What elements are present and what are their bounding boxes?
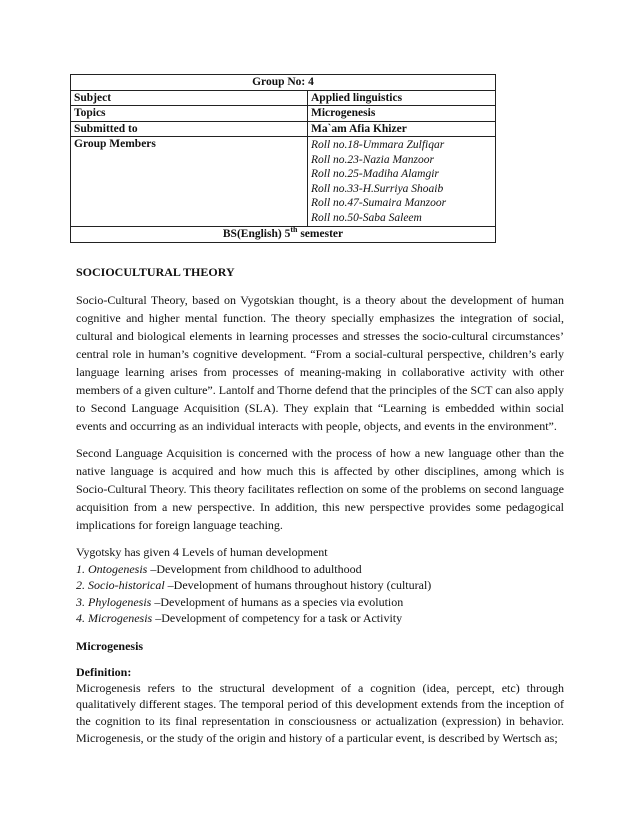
list-item [76,594,564,611]
level-term: 3. Phylogenesis [76,594,152,609]
level-desc: –Development of humans throughout history (cultural) [164,578,432,592]
member-item: Roll no.47-Sumaira Manzoor [311,197,447,209]
sociocultural-heading: SOCIOCULTURAL THEORY [76,265,235,279]
table-row [71,106,496,122]
semester-prefix: BS(English) 5 [222,228,291,240]
group-info-table [70,74,496,243]
group-title: Group No: 4 [71,75,496,91]
semester-sup: th [290,225,298,235]
submitted-to-label: Submitted to [71,121,308,137]
semester-suffix: semester [297,228,344,240]
member-item: Roll no.23-Nazia Manzoor [311,153,434,166]
level-term: 1. Ontogenesis [76,561,148,576]
levels-list [76,544,564,627]
level-desc: –Development of humans as a species via evolution [151,594,404,609]
subject-value: Applied linguistics [308,90,496,106]
document-body [76,263,564,747]
member-item: Roll no.25-Madiha Alamgir [311,168,439,180]
list-item [76,610,564,627]
group-members-list [308,137,496,227]
member-item: Roll no.33-H.Surriya Shoaib [311,182,444,195]
list-item [76,561,564,578]
table-row [71,137,496,227]
level-desc: –Development from childhood to adulthood [147,561,362,576]
topics-label: Topics [71,106,308,122]
group-members-label: Group Members [71,137,308,227]
semester-footer [71,227,496,243]
list-item [76,577,564,594]
topics-value: Microgenesis [308,106,496,122]
level-term: 2. Socio-historical [76,578,165,592]
sociocultural-paragraph-1: Socio-Cultural Theory, based on Vygotskian thought, is a theory about the development of human cognitive and higher mental function. The theory specially emphasizes the integration of social, cultural and biological elements in learning processes and stresses the socio-cultural circumstances’ central role in human’s cognitive development. “From a social-cultural perspective, children’s early language learning arises from processes of meaning-making in collaborative activity with other members of a given culture”. Lantolf and Thorne defend that the principles of the SCT can also apply to Second Language Acquisition (SLA). They explain that “Learning is embedded within social events and occurring as an individual interacts with people, objects, and events in the environment”. [76,293,564,433]
levels-intro: Vygotsky has given 4 Levels of human development [76,545,328,559]
microgenesis-heading: Microgenesis [76,638,144,653]
level-desc: –Development of competency for a task or Activity [152,611,403,625]
table-row [71,121,496,137]
definition-heading: Definition: [76,664,132,679]
sociocultural-paragraph-2: Second Language Acquisition is concerned with the process of how a new language other than the native language is acquired and how much this is affected by other disciplines, among which is Socio-Cultural Theory. This theory facilitates reflection on some of the problems on second language acquisition from a new perspective. In addition, this new perspective provides some pedagogical implications for foreign language teaching. [76,446,564,532]
table-row [71,90,496,106]
member-item: Roll no.18-Ummara Zulfiqar [311,139,445,151]
definition-paragraph: Microgenesis refers to the structural development of a cognition (idea, percept, etc) through qualitatively different stages. The temporal period of this development extends from the inception of the cognition to its final representation in consciousness or actualization (expression) in behavior. Microgenesis, or the study of the origin and history of a particular event, is described by Wertsch as; [76,680,564,745]
subject-label: Subject [71,90,308,106]
level-term: 4. Microgenesis [76,611,153,625]
submitted-to-value: Ma`am Afia Khizer [308,121,496,137]
member-item: Roll no.50-Saba Saleem [311,211,422,224]
